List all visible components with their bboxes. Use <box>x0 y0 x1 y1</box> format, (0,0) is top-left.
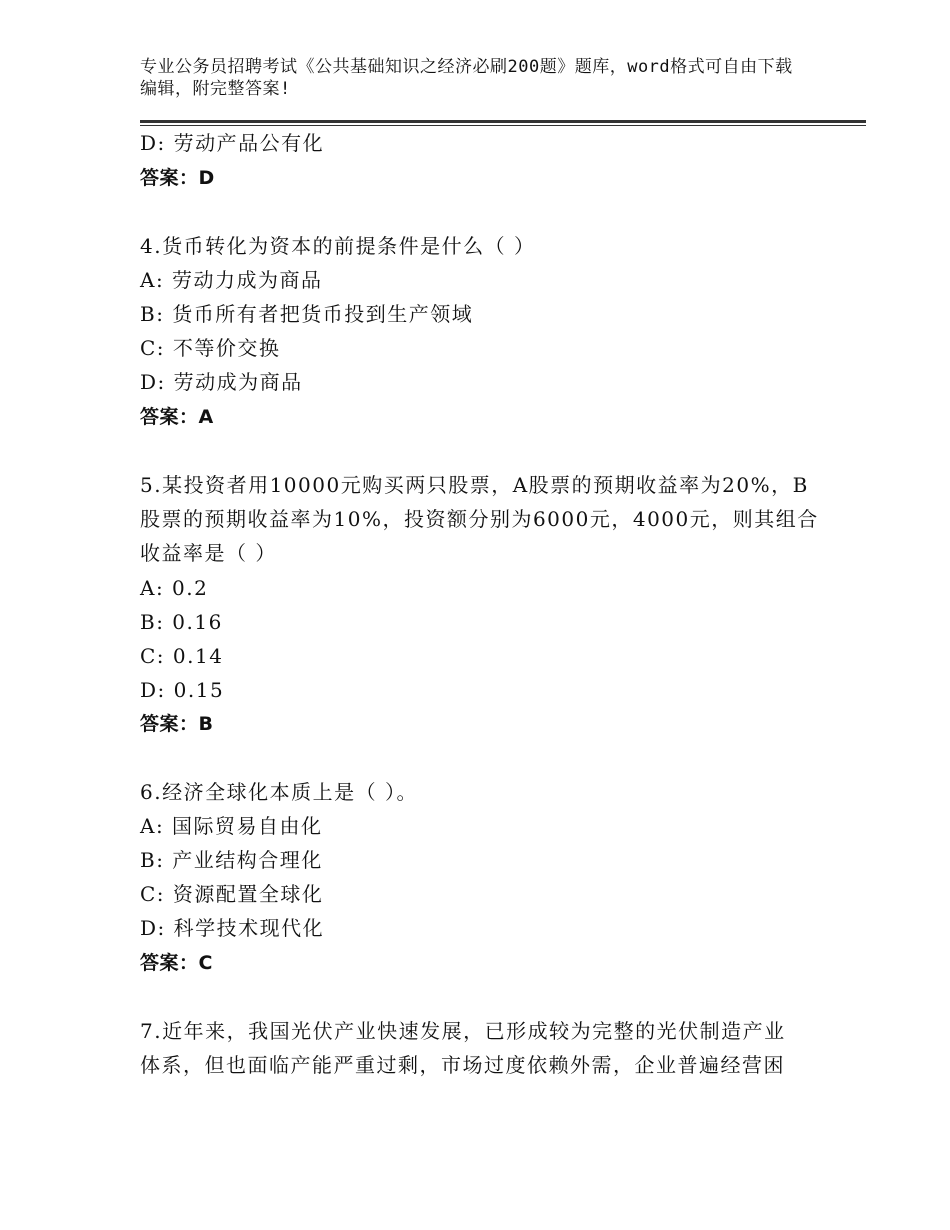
question-5-stem-line-3: 收益率是（ ） <box>140 541 277 565</box>
question-3-option-d: D: 劳动产品公有化 <box>140 131 325 155</box>
question-6-stem: 6.经济全球化本质上是（ ）。 <box>140 780 418 804</box>
question-5-option-c: C: 0.14 <box>140 644 224 668</box>
question-5-stem-line-2: 股票的预期收益率为10%，投资额分别为6000元，4000元，则其组合 <box>140 507 819 531</box>
question-4-option-d: D: 劳动成为商品 <box>140 370 303 394</box>
document-header: 专业公务员招聘考试《公共基础知识之经济必刷200题》题库，word格式可自由下载编辑，附完整答案! <box>140 57 793 99</box>
question-3-answer: 答案：D <box>140 167 215 189</box>
question-4-answer: 答案：A <box>140 406 214 428</box>
question-5-option-b: B: 0.16 <box>140 610 223 634</box>
question-6-option-b: B: 产业结构合理化 <box>140 848 323 872</box>
question-7-stem-line-2: 体系，但也面临产能严重过剩，市场过度依赖外需，企业普遍经营困 <box>140 1053 785 1077</box>
question-6-option-c: C: 资源配置全球化 <box>140 882 324 906</box>
header-divider-thick <box>140 120 866 123</box>
question-5-stem-line-1: 5.某投资者用10000元购买两只股票，A股票的预期收益率为20%，B <box>140 473 809 497</box>
question-7-stem-line-1: 7.近年来，我国光伏产业快速发展，已形成较为完整的光伏制造产业 <box>140 1019 786 1043</box>
question-4-option-a: A: 劳动力成为商品 <box>140 268 323 292</box>
question-5-option-a: A: 0.2 <box>140 576 209 600</box>
question-4-stem: 4.货币转化为资本的前提条件是什么（ ） <box>140 234 536 258</box>
question-5-answer: 答案：B <box>140 713 214 735</box>
question-4-option-b: B: 货币所有者把货币投到生产领域 <box>140 302 474 326</box>
question-6-option-d: D: 科学技术现代化 <box>140 916 325 940</box>
question-6-option-a: A: 国际贸易自由化 <box>140 814 323 838</box>
question-4-option-c: C: 不等价交换 <box>140 336 281 360</box>
question-6-answer: 答案：C <box>140 952 213 974</box>
question-5-option-d: D: 0.15 <box>140 678 225 702</box>
